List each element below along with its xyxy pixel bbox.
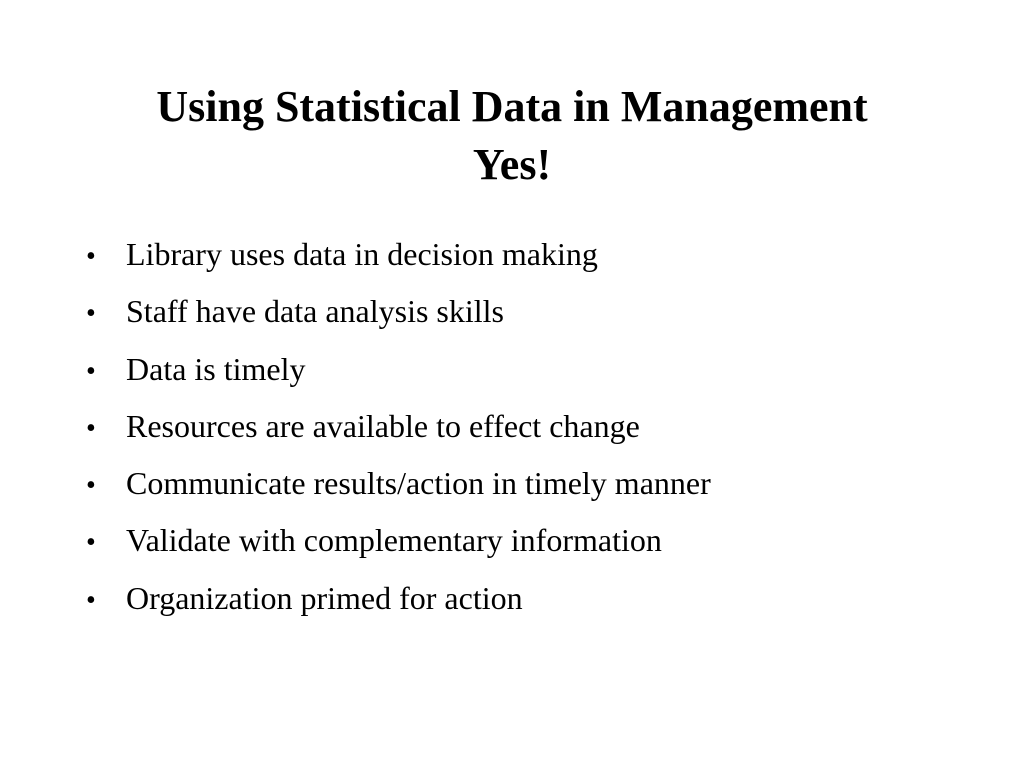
bullet-dot-icon: • <box>86 584 96 616</box>
title-line-2: Yes! <box>472 140 552 189</box>
bullet-list <box>86 230 711 631</box>
bullet-item <box>86 345 711 402</box>
bullet-item <box>86 574 711 631</box>
bullet-item <box>86 459 711 516</box>
bullet-dot-icon: • <box>86 412 96 444</box>
bullet-dot-icon: • <box>86 470 96 502</box>
bullet-dot-icon: • <box>86 241 96 272</box>
bullet-dot-icon: • <box>86 527 96 559</box>
bullet-dot-icon: • <box>86 298 96 330</box>
bullet-dot-icon: • <box>86 355 96 387</box>
bullet-text: Staff have data analysis skills <box>126 293 504 330</box>
bullet-text: Resources are available to effect change <box>126 407 640 444</box>
slide-title <box>0 78 1024 194</box>
bullet-text: Validate with complementary information <box>126 522 662 559</box>
bullet-text: Library uses data in decision making <box>126 236 598 272</box>
bullet-item <box>86 402 711 459</box>
bullet-text: Data is timely <box>126 350 306 387</box>
bullet-text: Organization primed for action <box>126 579 523 616</box>
bullet-item <box>86 287 711 344</box>
bullet-item <box>86 230 711 287</box>
bullet-item <box>86 516 711 573</box>
bullet-text: Communicate results/action in timely manner <box>126 465 711 502</box>
title-line-1: Using Statistical Data in Management <box>156 82 868 131</box>
